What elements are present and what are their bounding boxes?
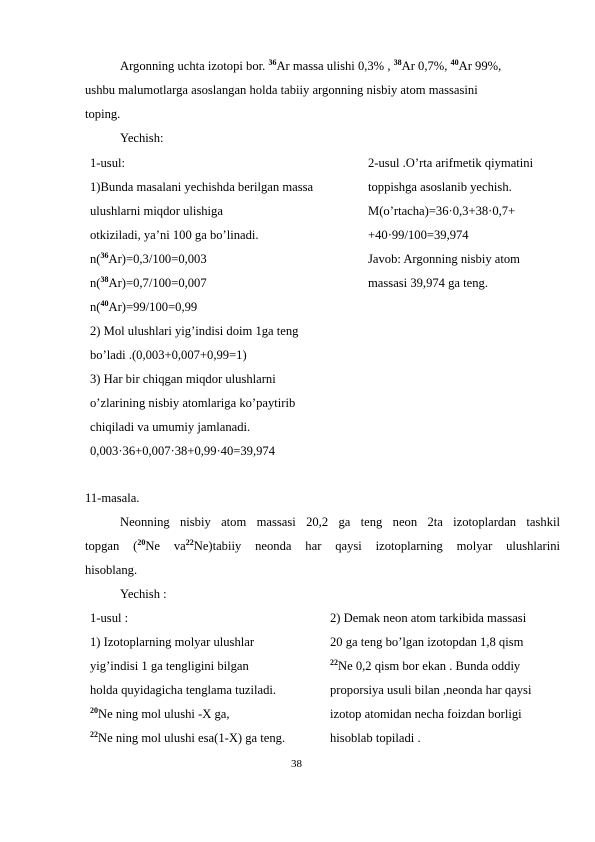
p11-m1-line6: $^{22}$Ne ning mol ulushi esa(1-X) ga teng.	[90, 730, 286, 745]
problem11-text-line2: topgan ($^{20}$Ne $va^{22}Ne)tabiiy$ neonda har qaysi izotoplarning molyar ulushlarini	[85, 538, 560, 553]
p10-m1-line13: 0,003·36+0,007·38+0,99·40=39,974	[90, 444, 276, 458]
p10-m1-line3: ulushlarni miqdor ulishiga	[90, 204, 223, 218]
p10-m1-line12: chiqiladi va umumiy jamlanadi.	[90, 420, 251, 434]
p11-m2-line4: proporsiya usuli bilan ,neonda har qaysi	[330, 683, 532, 697]
problem11-title: 11-masala.	[85, 491, 140, 505]
p11-m2-line6: hisoblab topiladi .	[330, 731, 421, 745]
p11-m2-line3: $^{22}$Ne 0,2 qism bor ekan . Bunda oddiy	[330, 658, 521, 673]
p10-m2-line1: 2-usul .O’rta arifmetik qiymatini	[368, 156, 534, 170]
p10-m2-line6: massasi 39,974 ga teng.	[368, 276, 488, 290]
p10-m1-line11: o’zlarining nisbiy atomlariga ko’paytirib	[90, 396, 296, 410]
p10-m1-n38: n($^{38}$Ar)=0,7/100=0,007	[90, 275, 207, 290]
page-number: 38	[291, 758, 302, 770]
p10-m2-line4: +40·99/100=39,974	[368, 228, 469, 242]
p10-m2-line2: toppishga asoslanib yechish.	[368, 180, 512, 194]
p11-m2-line2: 20 ga teng bo’lgan izotopdan 1,8 qism	[330, 635, 524, 649]
p10-m1-line1: 1-usul:	[90, 156, 125, 170]
p11-m1-line1: 1-usul :	[90, 611, 129, 625]
problem10-intro-line1: Argonning uchta izotopi bor. $^{36}$Ar massa ulishi 0,3% , $^{38}$Ar 0,7%, $^{40}$Ar 99%,	[120, 58, 502, 73]
p10-m1-n36: n($^{36}$Ar)=0,3/100=0,003	[90, 251, 207, 266]
p11-m1-line4: holda quyidagicha tenglama tuziladi.	[90, 683, 277, 697]
p11-m1-line5: $^{20}$Ne ning mol ulushi -X ga,	[90, 706, 230, 721]
problem10-intro-line2: ushbu malumotlarga asoslangan holda tabiiy argonning nisbiy atom massasini	[85, 83, 478, 97]
problem10-intro-line3: toping.	[85, 107, 121, 121]
p10-m1-line9: bo’ladi .(0,003+0,007+0,99=1)	[90, 348, 247, 362]
p10-m1-line10: 3) Har bir chiqgan miqdor ulushlarni	[90, 372, 276, 386]
p10-m1-line8: 2) Mol ulushlari yig’indisi doim 1ga teng	[90, 324, 299, 338]
p11-m1-line3: yig’indisi 1 ga tengligini bilgan	[90, 659, 249, 673]
p10-m2-line5: Javob: Argonning nisbiy atom	[368, 252, 520, 266]
p11-m2-line5: izotop atomidan necha foizdan borligi	[330, 707, 522, 721]
p10-m1-n40: n($^{40}$Ar)=99/100=0,99	[90, 299, 198, 314]
problem11-text-line1: Neonning nisbiy atom massasi 20,2 ga teng neon 2ta izotoplardan tashkil	[120, 515, 560, 529]
p10-m2-line3: M(o’rtacha)=36·0,3+38·0,7+	[368, 204, 516, 218]
p11-m1-line2: 1) Izotoplarning molyar ulushlar	[90, 635, 255, 649]
problem11-solution-label: Yechish :	[120, 587, 167, 601]
problem11-text-line3: hisoblang.	[85, 563, 138, 577]
problem10-solution-label: Yechish:	[120, 131, 164, 145]
p10-m1-line2: 1)Bunda masalani yechishda berilgan massa	[90, 180, 314, 194]
p11-m2-line1: 2) Demak neon atom tarkibida massasi	[330, 611, 527, 625]
p10-m1-line4: otkiziladi, ya’ni 100 ga bo’linadi.	[90, 228, 259, 242]
